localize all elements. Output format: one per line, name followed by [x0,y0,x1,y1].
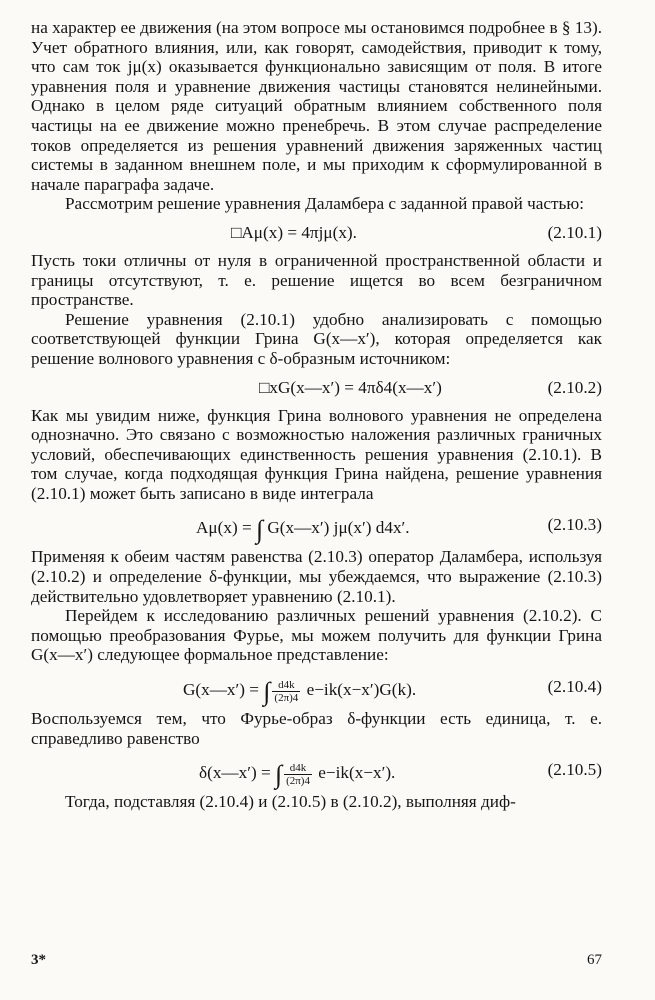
fraction-numerator: d4k [272,679,300,692]
paragraph-1: на характер ее движения (на этом вопросе мы остановимся подробнее в § 13). Учет обратного влияния, или, как говорят, самодействия, приводит к тому, что сам ток jμ(x) оказывается функционально зависящим от поля. В итоге уравнения поля и уравнение движения частицы становятся нелинейными. Однако в целом ряде ситуаций обратным влиянием собственного поля частицы на ее движение можно пренебречь. В этом случае распределение токов определяется из решения уравнений движения заряженных частиц системы в заданном внешнем поле, и мы приходим к сформулированной в начале параграфа задаче. [31,18,602,194]
equation-formula: □xG(x—x′) = 4πδ4(x—x′) [259,377,442,397]
signature-mark: 3* [31,952,46,968]
fraction [272,679,300,704]
integral-sign: ∫ [263,677,271,707]
equation-formula [199,760,395,790]
paragraph-7: Перейдем к исследованию различных решений уравнения (2.10.2). С помощью преобразования Фурье, мы можем получить для функции Грина G(x—x′) следующее формальное представление: [31,606,602,665]
equation-number: (2.10.4) [547,677,602,697]
paragraph-9: Тогда, подставляя (2.10.4) и (2.10.5) в (2.10.2), выполняя диф- [65,792,516,812]
equation-number: (2.10.1) [547,222,602,242]
equation-formula: □Aμ(x) = 4πjμ(x). [231,222,357,242]
paragraph-5: Как мы увидим ниже, функция Грина волнового уравнения не определена однозначно. Это связано с возможностью наложения различных граничных условий, обеспечивающих единственность решения уравнения (2.10.1). В том случае, когда подходящая функция Грина найдена, решение уравнения (2.10.1) может быть записано в виде интеграла [31,405,602,503]
paragraph-6: Применяя к обеим частям равенства (2.10.3) оператор Даламбера, используя (2.10.2) и определение δ-функции, мы убеждаемся, что выражение (2.10.3) действительно удовлетворяет уравнению (2.10.1). [31,547,602,606]
equation-2-10-3 [31,503,602,547]
fraction-numerator: d4k [284,762,312,775]
paragraph-2: Рассмотрим решение уравнения Даламбера с заданной правой частью: [65,194,584,214]
equation-number: (2.10.3) [547,515,602,535]
fraction [284,762,312,787]
equation-lhs: G(x—x′) = [183,680,264,700]
page-body [31,18,602,812]
fraction-denominator: (2π)4 [286,774,310,787]
paragraph-4: Решение уравнения (2.10.1) удобно анализировать с помощью соответствующей функции Грина G(x—x′), которая определяется как решение волнового уравнения с δ-образным источником: [31,309,602,368]
equation-2-10-5 [31,748,602,792]
integral-sign: ∫ [255,515,264,545]
equation-number: (2.10.5) [547,760,602,780]
equation-formula [196,515,410,545]
equation-formula [183,677,416,707]
equation-2-10-4 [31,665,602,709]
equation-2-10-1 [31,214,602,251]
equation-rhs: G(x—x′) jμ(x′) d4x′. [267,518,410,538]
equation-lhs: Aμ(x) = [196,518,256,538]
equation-lhs: δ(x—x′) = [199,763,275,783]
fraction-denominator: (2π)4 [274,691,299,704]
paragraph-3: Пусть токи отличны от нуля в ограниченной пространственной области и границы отсутствуют, т. е. решение ищется во всем безграничном пространстве. [31,250,602,310]
equation-number: (2.10.2) [547,377,602,397]
page-number: 67 [587,952,602,968]
equation-rhs: e−ik(x−x′)G(k). [306,680,417,700]
equation-rhs: e−ik(x−x′). [318,763,396,783]
integral-sign: ∫ [274,760,283,790]
paragraph-8: Воспользуемся тем, что Фурье-образ δ-функции есть единица, т. е. справедливо равенство [31,709,602,748]
equation-2-10-2 [31,369,602,406]
